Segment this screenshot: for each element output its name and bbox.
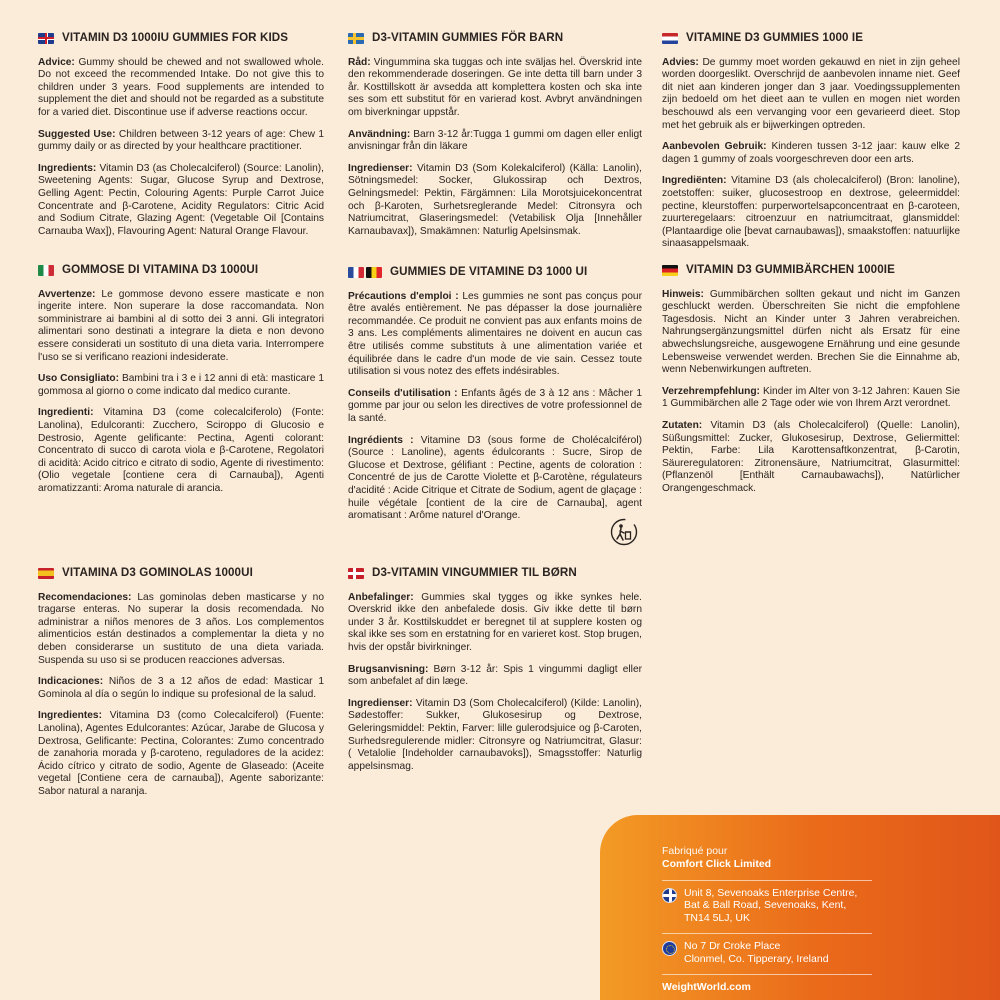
title-text: D3-VITAMIN GUMMIES FÖR BARN	[372, 31, 564, 44]
usage-paragraph: Indicaciones: Niños de 3 a 12 años de edad: Masticar 1 Gominola al día o según lo indique su profesional de la salud.	[38, 676, 324, 700]
section-title	[348, 266, 642, 279]
advice-paragraph: Anbefalinger: Gummies skal tygges og ikke synkes hele. Overskrid ikke den anbefalede dosis. Giv ikke dette til børn under 3 år. Kosttilskuddet er beregnet til at supplere kosten og skal ikke ses som en erstatning for en varieret kost. Stop brugen, hvis der opstår bivirkninger.	[348, 591, 642, 653]
address-line: No 7 Dr Croke Place	[684, 939, 781, 952]
italy-flag-icon	[38, 265, 54, 276]
address-uk	[662, 887, 1000, 925]
title-text: VITAMIN D3 GUMMIBÄRCHEN 1000IE	[686, 263, 895, 276]
usage-paragraph: Verzehrempfehlung: Kinder im Alter von 3-12 Jahren: Kauen Sie 1 Gummibärchen alle 2 Tage oder wie von Ihrem Arzt verordnet.	[662, 385, 960, 410]
title-text: VITAMIN D3 1000IU GUMMIES FOR KIDS	[62, 31, 289, 44]
section-title	[38, 567, 324, 580]
section-german	[662, 264, 960, 505]
title-text: GUMMIES DE VITAMINE D3 1000 UI	[390, 265, 588, 278]
section-title	[348, 32, 642, 45]
title-text: VITAMINA D3 GOMINOLAS 1000UI	[62, 566, 253, 579]
section-danish	[348, 567, 642, 782]
uk-flag-icon	[662, 888, 677, 903]
section-english	[38, 32, 324, 247]
usage-paragraph: Suggested Use: Children between 3-12 years of age: Chew 1 gummy daily or as directed by your healthcare practitioner.	[38, 128, 324, 153]
section-title	[662, 32, 960, 45]
usage-paragraph: Uso Consigliato: Bambini tra i 3 e i 12 anni di età: masticare 1 gommosa al giorno o come indicato dal medico curante.	[38, 373, 324, 397]
address-line: TN14 5LJ, UK	[684, 912, 750, 925]
usage-paragraph: Conseils d'utilisation : Enfants âgés de 3 à 12 ans : Mâcher 1 gomme par jour ou selon les directives de votre professionnel de la santé.	[348, 387, 642, 424]
manufacturer-box	[600, 815, 1000, 1000]
company-name: Comfort Click Limited	[662, 857, 772, 870]
website-link[interactable]: WeightWorld.com	[662, 980, 751, 993]
ingredients-paragraph: Ingredients: Vitamin D3 (as Cholecalciferol) (Source: Lanolin), Sweetening Agents: Sugar, Glucose Syrup and Dextrose, Gelling Agent: Pectin, Colouring Agents: Purple Carrot Juice Concentrate and β-Carotene, Acidity Regulators: Citric Acid and Sodium Citrate, Glazing Agent: (Vegetable Oil [Contains Carnauba Wax]), Flavouring Agent: Natural Orange Flavour.	[38, 162, 324, 237]
ingredients-paragraph: Ingredienti: Vitamina D3 (come colecalciferolo) (Fonte: Lanolina), Edulcoranti: Zucchero, Sciroppo di Glucosio e Destrosio, Agente gelificante: Pectina, Agenti colorant: Concentrato di succo di carota viola e β-Carotene, Regolatori di acidità: Acido citrico e citrato di sodio, Agente di rivestimento: (Olio vegetale [contiene cera di Carnauba]), Agenti aromatizzanti: Aroma naturale di arancia.	[38, 407, 324, 494]
uk-flag-icon	[38, 33, 54, 44]
section-title	[38, 32, 324, 45]
section-dutch	[662, 32, 960, 260]
section-french	[348, 266, 642, 532]
ingredients-paragraph: Zutaten: Vitamin D3 (als Cholecalciferol) (Quelle: Lanolin), Süßungsmittel: Zucker, Glukosesirup, Dextrose, Geliermittel: Pektin, Farbe: Lila Karottensaftkonzentrat, β-Carotin, Säureregulatoren: Zitronensäure, Natriumcitrat, Glasurmittel: (Pflanzenöl [Enthält Carnaubawachs]), Natürlicher Orangengeschmack.	[662, 419, 960, 494]
divider	[662, 933, 872, 934]
made-for-label: Fabriqué pour	[662, 845, 728, 857]
advice-paragraph: Råd: Vingummina ska tuggas och inte sväljas hel. Överskrid inte den rekommenderade doseringen. Ge inte detta till barn under 3 år. Kosttillskott är avsedda att komplettera kosten och ska inte ses som ett substitut för en varierad kost. Avbryt användningen om biverkningar uppstår.	[348, 56, 642, 118]
usage-paragraph: Användning: Barn 3-12 år:Tugga 1 gummi om dagen eller enligt anvisningar från din läkare	[348, 128, 642, 153]
section-swedish	[348, 32, 642, 247]
advice-paragraph: Hinweis: Gummibärchen sollten gekaut und nicht im Ganzen geschluckt werden. Überschreiten Sie nicht die empfohlene Tagesdosis. Nicht an Kinder unter 3 Jahren verabreichen. Nahrungsergänzungsmittel dürfen nicht als Ersatz für eine abwechslungsreiche, ausgewogene Ernährung und eine gesunde Lebensweise verwendet werden. Brechen Sie die Einnahme ab, wenn Nebenwirkungen auftreten.	[662, 288, 960, 376]
divider	[662, 974, 872, 975]
tidyman-recycle-icon	[610, 518, 638, 546]
usage-paragraph: Brugsanvisning: Børn 3-12 år: Spis 1 vingummi dagligt eller som anbefalet af din læge.	[348, 663, 642, 688]
netherlands-flag-icon	[662, 33, 678, 44]
denmark-flag-icon	[348, 568, 364, 579]
section-title	[662, 264, 960, 277]
belgium-flag-icon	[366, 267, 382, 278]
ingredients-paragraph: Ingrediënten: Vitamine D3 (als cholecalciferol) (Bron: lanoline), zoetstoffen: suiker, glucosestroop en dextrose, geleermiddel: pectine, kleurstoffen: purperwortelsapconcentraat en β-caroteen, zuurteregelaars: citroenzuur en natriumcitraat, glansmiddel: (Plantaardige olie [bevat carnaubawas]), smaakstoffen: natuurlijke sinaasappelsmaak.	[662, 175, 960, 250]
section-title	[38, 264, 324, 277]
advice-paragraph: Advies: De gummy moet worden gekauwd en niet in zijn geheel worden doorgeslikt. Overschrijd de aanbevolen inname niet. Geef dit niet aan kinderen jonger dan 3 jaar. Voedingssupplementen zijn bedoeld om het dieet aan te vullen en mogen niet worden beschouwd als een vervanging voor een gevarieerd dieet. Stop met het gebruik als er bijwerkingen optreden.	[662, 56, 960, 131]
section-italian	[38, 264, 324, 505]
ingredients-paragraph: Ingredientes: Vitamina D3 (como Colecalciferol) (Fuente: Lanolina), Agentes Edulcorantes: Azúcar, Jarabe de Glucosa y Dextrosa, Gelificante: Pectina, Colorantes: Zumo concentrado de zanahoria morada y β-caroteno, reguladores de la acidez: Ácido cítrico y citrato de sodio, Agente de Glaseado: (Aceite vegetal [Contiene cera de carnauba]), Agente saborizante: Sabor natural a naranja.	[38, 710, 324, 797]
section-spanish	[38, 567, 324, 808]
section-title	[348, 567, 642, 580]
address-line: Clonmel, Co. Tipperary, Ireland	[684, 952, 829, 965]
advice-paragraph: Recomendaciones: Las gominolas deben masticarse y no tragarse enteras. No superar la dosis recomendada. No administrar a niños menores de 3 años. Los complementos alimenticios están destinados a complementar la dieta y no deben considerarse un sustituto de una dieta variada. Suspenda su uso si se producen reacciones adversas.	[38, 591, 324, 666]
address-ireland	[662, 940, 1000, 966]
germany-flag-icon	[662, 265, 678, 276]
address-line: Bat & Ball Road, Sevenoaks, Kent,	[684, 899, 847, 912]
spain-flag-icon	[38, 568, 54, 579]
france-flag-icon	[348, 267, 364, 278]
flags-group	[348, 267, 382, 278]
ingredients-paragraph: Ingredienser: Vitamin D3 (Som Kolekalciferol) (Källa: Lanolin), Sötningsmedel: Socker, Glukossirap och Dextros, Gelningsmedel: Pektin, Färgämnen: Lila Morotsjuicekoncentrat och β-Karoten, Surhetsreglerande Medel: Citronsyra och Natriumcitrat, Glaseringsmedel: (Vetabilisk Olja [Innehåller Karnaubavax]), Smakämnen: Naturlig Apelsinsmak.	[348, 162, 642, 237]
advice-paragraph: Avvertenze: Le gommose devono essere masticate e non ingerite intere. Non superare la dose raccomandata. Non somministrare ai bambini al di sotto dei 3 anni. Gli integratori alimentari sono destinati a integrare la dieta e non devono essere considerati un sostituto di una dieta varia. Interrompere l'uso se si verificano reazioni indesiderate.	[38, 288, 324, 363]
title-text: VITAMINE D3 GUMMIES 1000 IE	[686, 31, 864, 44]
divider	[662, 880, 872, 881]
address-line: Unit 8, Sevenoaks Enterprise Centre,	[684, 886, 858, 899]
ingredients-paragraph: Ingredienser: Vitamin D3 (Som Cholecalciferol) (Kilde: Lanolin), Sødestoffer: Sukker, Glukosesirup og Dextrose, Geleringsmiddel: Pektin, Farver: lille gulerodsjuice og β-Caroten, Surhedsregulerende midler: Citronsyre og Natriumcitrat, Glasur: ( Vetalolie [Indeholder carnaubavoks]), Smagsstoffer: Naturlig appelsinsmag.	[348, 697, 642, 772]
title-text: GOMMOSE DI VITAMINA D3 1000UI	[62, 263, 259, 276]
advice-paragraph: Précautions d'emploi : Les gummies ne sont pas conçus pour être avalés entièrement. Ne pas dépasser la dose journalière recommandée. Ce produit ne convient pas aux enfants moins de 3 ans. Les compléments alimentaires ne doivent en aucun cas être utilisés comme substituts à une alimentation variée et équilibrée dans le cadre d'un mode de vie sain. Cessez toute utilisation si vous notez des effets indésirables.	[348, 290, 642, 378]
title-text: D3-VITAMIN VINGUMMIER TIL BØRN	[372, 566, 577, 579]
eu-flag-icon	[662, 941, 677, 956]
advice-paragraph: Advice: Gummy should be chewed and not swallowed whole. Do not exceed the recommended Intake. Do not give this to children under 3 years. Food supplements are intended to supplement the diet and should not be regarded as a substitute for a varied diet. Discontinue use if adverse reactions occur.	[38, 56, 324, 118]
sweden-flag-icon	[348, 33, 364, 44]
usage-paragraph: Aanbevolen Gebruik: Kinderen tussen 3-12 jaar: kauw elke 2 dagen 1 gummy of zoals voorgeschreven door een arts.	[662, 141, 961, 165]
ingredients-paragraph: Ingrédients : Vitamine D3 (sous forme de Cholécalciférol) (Source : Lanoline), agents édulcorants : Sucre, Sirop de Glucose et Dextrose, gélifiant : Pectine, agents de coloration : Concentré de jus de Carotte Violette et β-Carotène, régulateurs d'acidité : Acide Citrique et Citrate de Sodium, agent de glaçage : huile végétale [contient de la cire de Carnauba], agent aromatisant : Arôme naturel d'Orange.	[348, 434, 642, 522]
